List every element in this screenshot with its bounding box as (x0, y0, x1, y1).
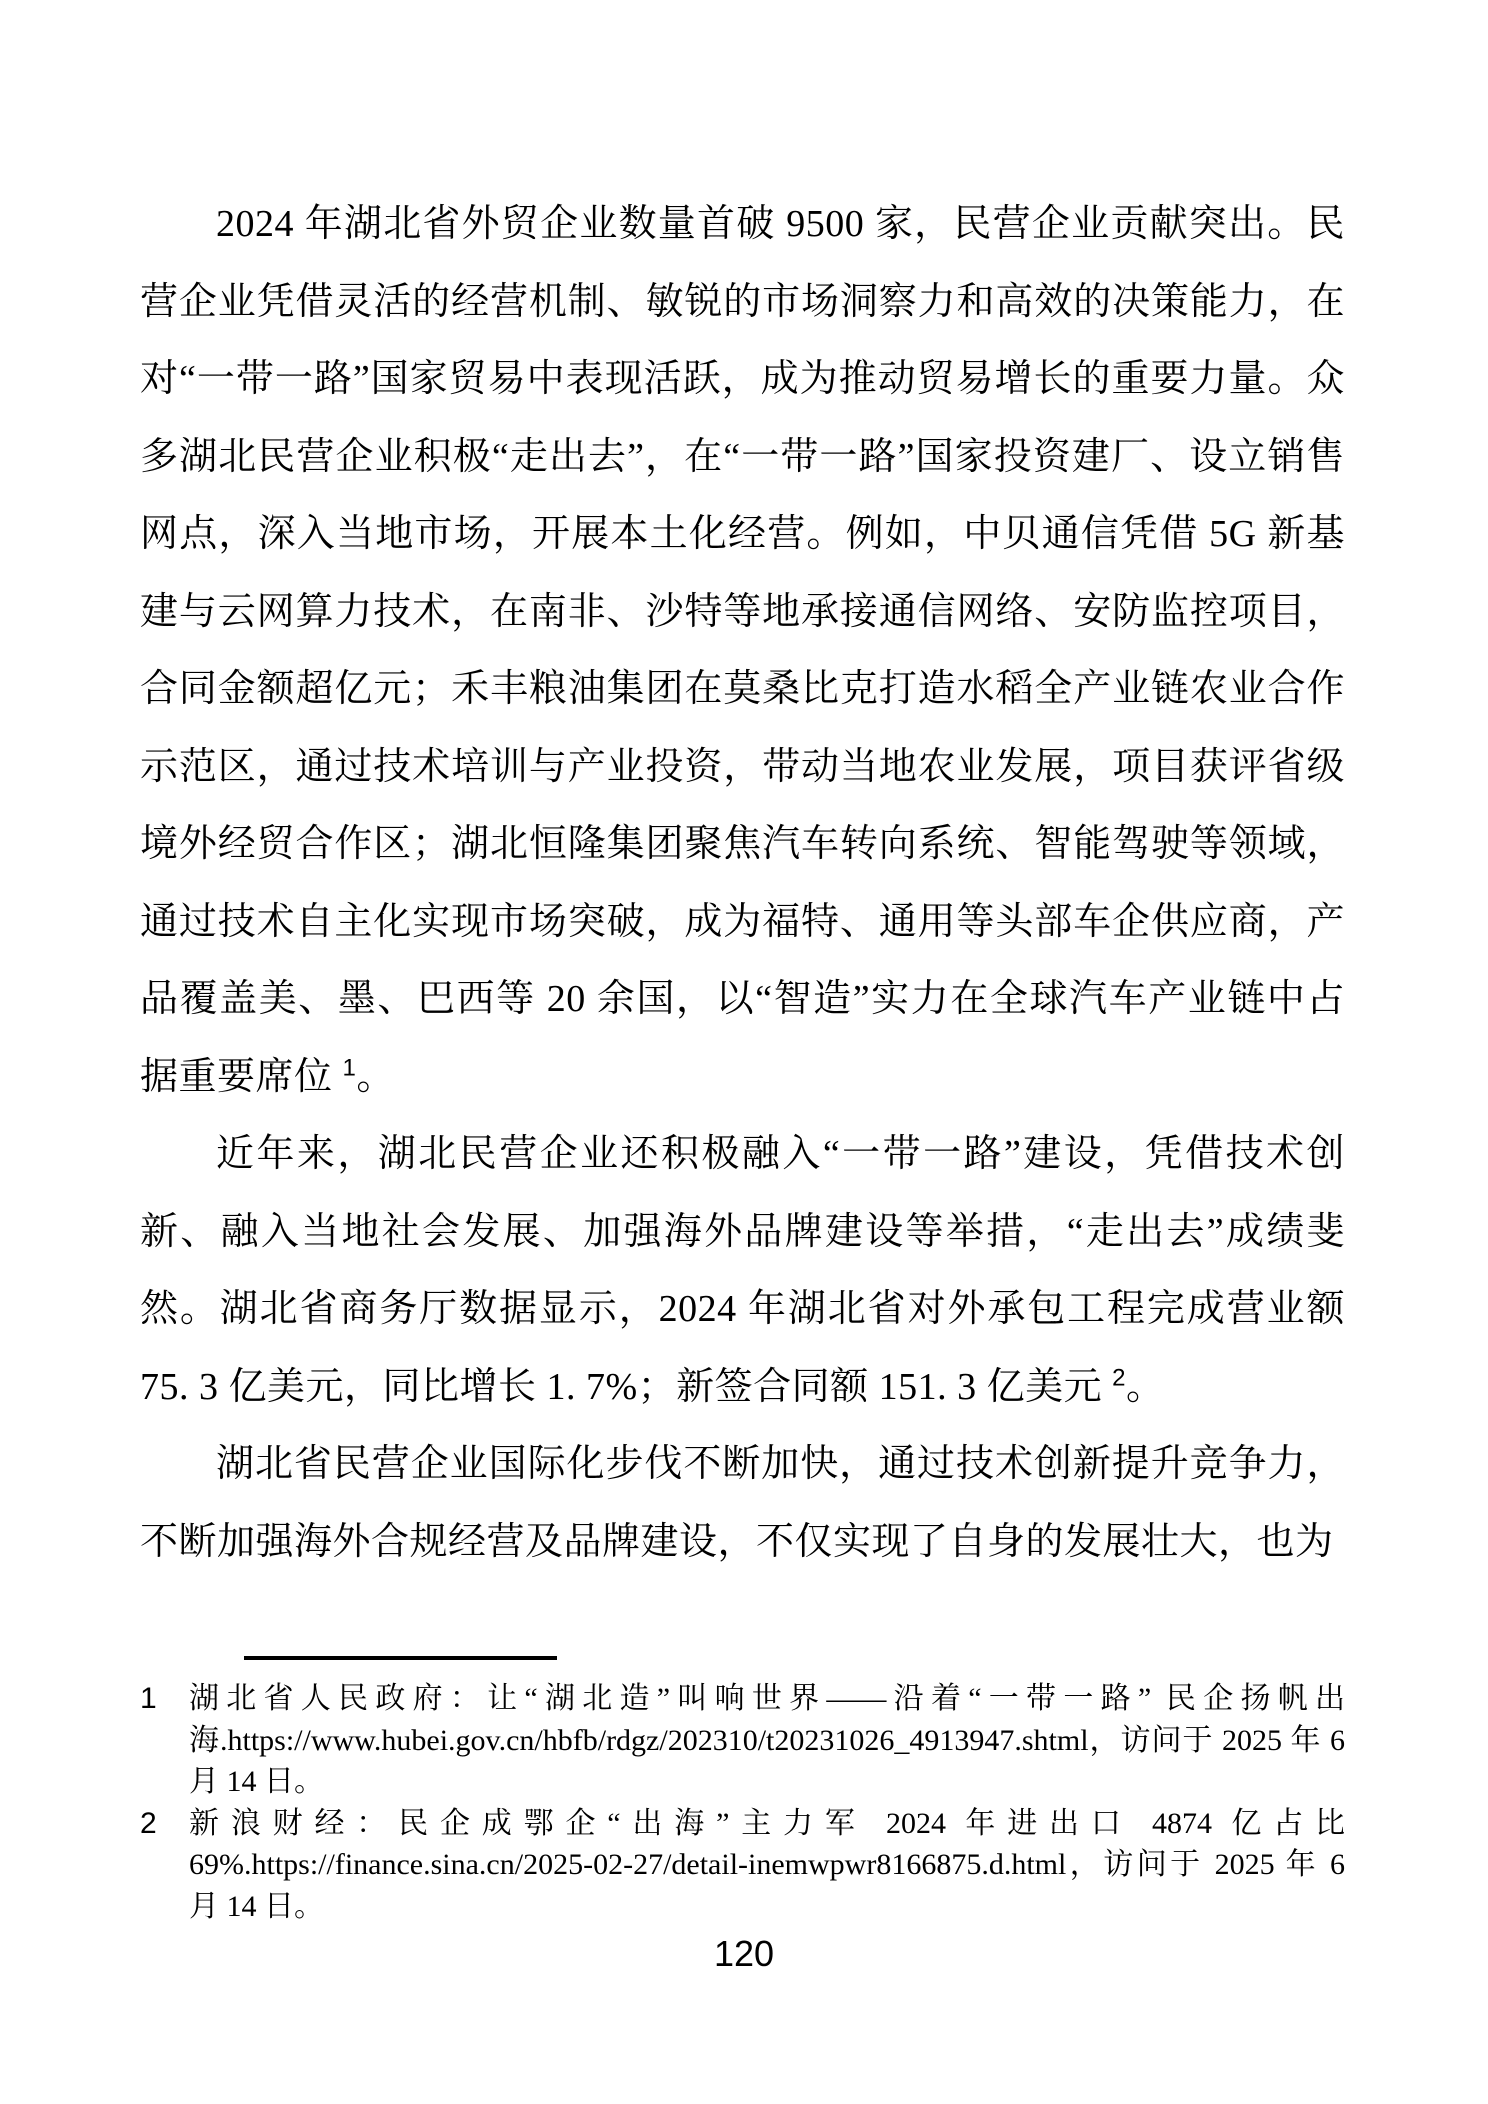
paragraph-3 (140, 1426, 1345, 1581)
body-text (140, 186, 1345, 1581)
footnote-1 (140, 1678, 1345, 1803)
footnote-1-number: 1 (140, 1682, 157, 1715)
footnote-ref-1: 1 (342, 1053, 357, 1081)
paragraph-1-suffix: 。 (356, 1055, 395, 1098)
footnote-2-text: 新浪财经：民企成鄂企“出海”主力军 2024 年进出口 4874 亿占比 69%.https://finance.sina.cn/2025-02-27/detail-inemwpwr8166875.d.html，访问于 2025 年 6 月 14 日。 (189, 1806, 1345, 1923)
paragraph-3-text: 湖北省民营企业国际化步伐不断加快，通过技术创新提升竞争力，不断加强海外合规经营及品牌建设，不仅实现了自身的发展壮大，也为 (140, 1443, 1345, 1563)
paragraph-2-text: 近年来，湖北民营企业还积极融入“一带一路”建设，凭借技术创新、融入当地社会发展、加强海外品牌建设等举措，“走出去”成绩斐然。湖北省商务厅数据显示，2024 年湖北省对外承包工程完成营业额 75. 3 亿美元，同比增长 1. 7%；新签合同额 151. 3 亿美元 (140, 1133, 1345, 1408)
footnote-2 (140, 1803, 1345, 1928)
paragraph-1-text: 2024 年湖北省外贸企业数量首破 9500 家，民营企业贡献突出。民营企业凭借灵活的经营机制、敏锐的市场洞察力和高效的决策能力，在对“一带一路”国家贸易中表现活跃，成为推动贸易增长的重要力量。众多湖北民营企业积极“走出去”，在“一带一路”国家投资建厂、设立销售网点，深入当地市场，开展本土化经营。例如，中贝通信凭借 5G 新基建与云网算力技术，在南非、沙特等地承接通信网络、安防监控项目，合同金额超亿元；禾丰粮油集团在莫桑比克打造水稻全产业链农业合作示范区，通过技术培训与产业投资，带动当地农业发展，项目获评省级境外经贸合作区；湖北恒隆集团聚焦汽车转向系统、智能驾驶等领域，通过技术自主化实现市场突破，成为福特、通用等头部车企供应商，产品覆盖美、墨、巴西等 20 余国，以“智造”实力在全球汽车产业链中占据重要席位 (140, 203, 1345, 1098)
footnote-2-number: 2 (140, 1806, 157, 1840)
paragraph-2-suffix: 。 (1126, 1365, 1165, 1408)
footnote-area (140, 1656, 1345, 1927)
paragraph-2 (140, 1116, 1345, 1426)
paragraph-1 (140, 186, 1345, 1116)
footnote-separator (244, 1656, 557, 1660)
footnote-1-text: 湖北省人民政府：让“湖北造”叫响世界——沿着“一带一路” 民企扬帆出海.https://www.hubei.gov.cn/hbfb/rdgz/202310/t20231026_4913947.shtml，访问于 2025 年 6 月 14 日。 (189, 1682, 1345, 1798)
page-number: 120 (713, 1933, 775, 1974)
footnote-ref-2: 2 (1112, 1363, 1127, 1391)
